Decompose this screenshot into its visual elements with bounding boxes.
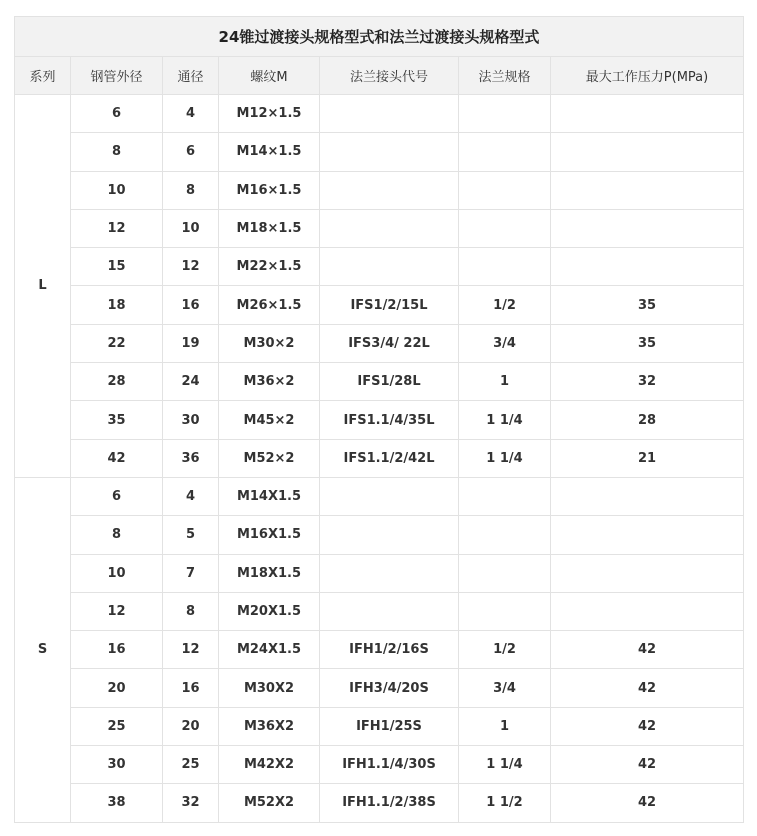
flange-code-cell: IFH3/4/20S <box>320 669 459 707</box>
table-title: 24锥过渡接头规格型式和法兰过渡接头规格型式 <box>15 17 744 57</box>
table-row <box>15 707 744 745</box>
bore-cell: 10 <box>163 209 219 247</box>
max-pressure-cell <box>551 554 744 592</box>
pipe-od-cell: 12 <box>71 209 163 247</box>
bore-cell: 7 <box>163 554 219 592</box>
pipe-od-cell: 10 <box>71 554 163 592</box>
flange-size-cell: 3/4 <box>459 669 551 707</box>
header-bore: 通径 <box>163 57 219 95</box>
flange-code-cell <box>320 209 459 247</box>
thread-cell: M36X2 <box>219 707 320 745</box>
header-max-pressure: 最大工作压力P(MPa) <box>551 57 744 95</box>
flange-size-cell: 1 1/2 <box>459 784 551 822</box>
pipe-od-cell: 6 <box>71 95 163 133</box>
thread-cell: M12×1.5 <box>219 95 320 133</box>
thread-cell: M16X1.5 <box>219 516 320 554</box>
thread-cell: M52X2 <box>219 784 320 822</box>
pipe-od-cell: 12 <box>71 592 163 630</box>
table-row <box>15 401 744 439</box>
thread-cell: M22×1.5 <box>219 248 320 286</box>
flange-code-cell <box>320 248 459 286</box>
flange-code-cell <box>320 554 459 592</box>
flange-code-cell: IFS1.1/2/42L <box>320 439 459 477</box>
bore-cell: 4 <box>163 477 219 515</box>
bore-cell: 12 <box>163 631 219 669</box>
bore-cell: 25 <box>163 746 219 784</box>
flange-code-cell: IFH1.1/2/38S <box>320 784 459 822</box>
flange-code-cell: IFS3/4/ 22L <box>320 324 459 362</box>
bore-cell: 4 <box>163 95 219 133</box>
bore-cell: 32 <box>163 784 219 822</box>
bore-cell: 5 <box>163 516 219 554</box>
max-pressure-cell: 42 <box>551 631 744 669</box>
table-row <box>15 324 744 362</box>
max-pressure-cell <box>551 95 744 133</box>
max-pressure-cell: 35 <box>551 286 744 324</box>
max-pressure-cell: 28 <box>551 401 744 439</box>
pipe-od-cell: 35 <box>71 401 163 439</box>
bore-cell: 6 <box>163 133 219 171</box>
flange-size-cell: 1 1/4 <box>459 439 551 477</box>
pipe-od-cell: 42 <box>71 439 163 477</box>
bore-cell: 16 <box>163 669 219 707</box>
flange-size-cell <box>459 171 551 209</box>
title-row <box>15 17 744 57</box>
table-row <box>15 95 744 133</box>
table-row <box>15 746 744 784</box>
pipe-od-cell: 8 <box>71 133 163 171</box>
flange-code-cell: IFH1/2/16S <box>320 631 459 669</box>
bore-cell: 19 <box>163 324 219 362</box>
spec-table <box>14 16 744 823</box>
table-body <box>15 95 744 823</box>
flange-code-cell <box>320 95 459 133</box>
thread-cell: M18×1.5 <box>219 209 320 247</box>
pipe-od-cell: 25 <box>71 707 163 745</box>
flange-size-cell <box>459 477 551 515</box>
thread-cell: M30X2 <box>219 669 320 707</box>
pipe-od-cell: 6 <box>71 477 163 515</box>
flange-code-cell <box>320 133 459 171</box>
pipe-od-cell: 38 <box>71 784 163 822</box>
table-row <box>15 554 744 592</box>
flange-code-cell <box>320 477 459 515</box>
pipe-od-cell: 30 <box>71 746 163 784</box>
table-row <box>15 133 744 171</box>
thread-cell: M20X1.5 <box>219 592 320 630</box>
thread-cell: M52×2 <box>219 439 320 477</box>
flange-size-cell: 3/4 <box>459 324 551 362</box>
header-series: 系列 <box>15 57 71 95</box>
table-row <box>15 286 744 324</box>
max-pressure-cell: 32 <box>551 363 744 401</box>
flange-size-cell: 1/2 <box>459 286 551 324</box>
max-pressure-cell: 42 <box>551 746 744 784</box>
flange-size-cell: 1 1/4 <box>459 401 551 439</box>
thread-cell: M42X2 <box>219 746 320 784</box>
bore-cell: 24 <box>163 363 219 401</box>
thread-cell: M26×1.5 <box>219 286 320 324</box>
bore-cell: 12 <box>163 248 219 286</box>
max-pressure-cell <box>551 592 744 630</box>
pipe-od-cell: 28 <box>71 363 163 401</box>
bore-cell: 8 <box>163 171 219 209</box>
flange-code-cell <box>320 171 459 209</box>
thread-cell: M30×2 <box>219 324 320 362</box>
flange-size-cell: 1/2 <box>459 631 551 669</box>
table-row <box>15 209 744 247</box>
flange-code-cell: IFS1/2/15L <box>320 286 459 324</box>
table-row <box>15 363 744 401</box>
table-row <box>15 631 744 669</box>
table-row <box>15 439 744 477</box>
pipe-od-cell: 15 <box>71 248 163 286</box>
max-pressure-cell: 42 <box>551 669 744 707</box>
max-pressure-cell: 35 <box>551 324 744 362</box>
header-flange-size: 法兰规格 <box>459 57 551 95</box>
bore-cell: 36 <box>163 439 219 477</box>
pipe-od-cell: 10 <box>71 171 163 209</box>
pipe-od-cell: 8 <box>71 516 163 554</box>
bore-cell: 8 <box>163 592 219 630</box>
pipe-od-cell: 18 <box>71 286 163 324</box>
header-pipe-od: 钢管外径 <box>71 57 163 95</box>
flange-size-cell: 1 1/4 <box>459 746 551 784</box>
flange-code-cell: IFS1/28L <box>320 363 459 401</box>
flange-size-cell <box>459 209 551 247</box>
pipe-od-cell: 20 <box>71 669 163 707</box>
pipe-od-cell: 22 <box>71 324 163 362</box>
header-row <box>15 57 744 95</box>
thread-cell: M45×2 <box>219 401 320 439</box>
table-row <box>15 248 744 286</box>
flange-size-cell <box>459 95 551 133</box>
pipe-od-cell: 16 <box>71 631 163 669</box>
bore-cell: 20 <box>163 707 219 745</box>
flange-size-cell: 1 <box>459 707 551 745</box>
thread-cell: M14X1.5 <box>219 477 320 515</box>
max-pressure-cell <box>551 209 744 247</box>
bore-cell: 16 <box>163 286 219 324</box>
max-pressure-cell <box>551 516 744 554</box>
thread-cell: M36×2 <box>219 363 320 401</box>
thread-cell: M18X1.5 <box>219 554 320 592</box>
flange-size-cell <box>459 133 551 171</box>
thread-cell: M16×1.5 <box>219 171 320 209</box>
max-pressure-cell <box>551 171 744 209</box>
max-pressure-cell <box>551 248 744 286</box>
flange-size-cell <box>459 248 551 286</box>
table-row <box>15 477 744 515</box>
flange-code-cell <box>320 516 459 554</box>
max-pressure-cell <box>551 133 744 171</box>
flange-size-cell <box>459 516 551 554</box>
max-pressure-cell <box>551 477 744 515</box>
max-pressure-cell: 42 <box>551 707 744 745</box>
table-row <box>15 669 744 707</box>
header-thread: 螺纹M <box>219 57 320 95</box>
flange-code-cell: IFH1.1/4/30S <box>320 746 459 784</box>
table-row <box>15 784 744 822</box>
max-pressure-cell: 21 <box>551 439 744 477</box>
series-cell: L <box>15 95 71 478</box>
flange-code-cell: IFH1/25S <box>320 707 459 745</box>
flange-code-cell: IFS1.1/4/35L <box>320 401 459 439</box>
table-row <box>15 592 744 630</box>
thread-cell: M14×1.5 <box>219 133 320 171</box>
flange-size-cell: 1 <box>459 363 551 401</box>
bore-cell: 30 <box>163 401 219 439</box>
flange-code-cell <box>320 592 459 630</box>
spec-table-container <box>14 16 743 823</box>
header-flange-code: 法兰接头代号 <box>320 57 459 95</box>
table-row <box>15 171 744 209</box>
table-row <box>15 516 744 554</box>
flange-size-cell <box>459 592 551 630</box>
series-cell: S <box>15 477 71 822</box>
flange-size-cell <box>459 554 551 592</box>
thread-cell: M24X1.5 <box>219 631 320 669</box>
max-pressure-cell: 42 <box>551 784 744 822</box>
